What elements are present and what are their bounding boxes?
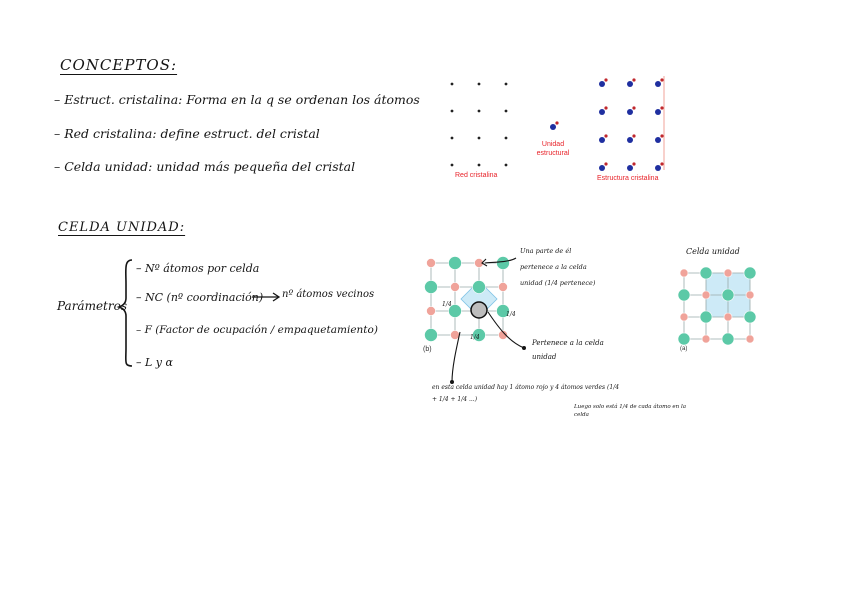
lattice-point (505, 83, 508, 86)
red-atom (660, 134, 663, 137)
celda-unidad-heading: CELDA UNIDAD: (58, 220, 186, 235)
param-factor-ocupacion: – F (Factor de ocupación / empaquetamiento) (136, 324, 378, 336)
lattice-point (505, 164, 508, 167)
red-atom (660, 78, 663, 81)
estructura-cristalina-atoms (592, 72, 672, 172)
green-atom (678, 333, 690, 345)
celda-unidad-figure-a (680, 267, 760, 342)
concept-estructura-cristalina: – Estruct. cristalina: Forma en la q se ordenan los átomos (54, 92, 420, 107)
red-atom (604, 162, 607, 165)
pink-atom (702, 335, 710, 343)
lattice-point (478, 83, 481, 86)
blue-atom (627, 81, 633, 87)
pink-atom (746, 291, 754, 299)
lattice-point (451, 83, 454, 86)
blue-atom (627, 165, 633, 171)
blue-atom (627, 137, 633, 143)
blue-atom (599, 81, 605, 87)
pink-atom (702, 291, 710, 299)
pink-atom (746, 335, 754, 343)
parametros-label: Parámetros (57, 299, 128, 313)
red-atom (632, 134, 635, 137)
red-atom (632, 106, 635, 109)
blue-atom (655, 81, 661, 87)
fraction-label-bottom: 1/4 (470, 334, 480, 341)
blue-atom (655, 109, 661, 115)
blue-atom (599, 165, 605, 171)
note-una-parte: Una parte de él pertenece a la celda unidad (1/4 pertenece) (520, 247, 596, 287)
nc-arrow (252, 292, 282, 302)
blue-atom (655, 137, 661, 143)
lattice-point (478, 164, 481, 167)
red-atom (660, 162, 663, 165)
unidad-estructural-label: Unidad estructural (536, 141, 570, 157)
green-atom (425, 329, 438, 342)
conceptos-heading: CONCEPTOS: (60, 56, 178, 74)
red-atom (604, 78, 607, 81)
green-atom (722, 333, 734, 345)
lattice-point (451, 137, 454, 140)
figure-b-caption: (b) (423, 346, 432, 353)
blue-atom (599, 109, 605, 115)
estructura-cristalina-label: Estructura cristalina (597, 175, 659, 182)
green-atom (678, 289, 690, 301)
red-cristalina-lattice (444, 75, 524, 175)
pink-atom (427, 259, 436, 268)
lattice-point (478, 137, 481, 140)
pink-atom (427, 307, 436, 316)
red-atom (632, 162, 635, 165)
fraction-label-left: 1/4 (442, 301, 452, 308)
blue-atom (599, 137, 605, 143)
red-atom (660, 106, 663, 109)
red-atom (632, 78, 635, 81)
green-atom (744, 311, 756, 323)
green-atom (744, 267, 756, 279)
green-atom (425, 281, 438, 294)
red-cristalina-label: Red cristalina (455, 172, 498, 179)
fraction-label-right: 1/4 (506, 311, 516, 318)
param-nc: – NC (nº coordinación) (136, 291, 264, 304)
celda-unidad-title: Celda unidad (686, 247, 740, 256)
pink-atom (680, 313, 688, 321)
param-l-alpha: – L y α (136, 356, 173, 369)
parametros-brace (118, 258, 138, 368)
green-atom (700, 311, 712, 323)
green-atom (722, 289, 734, 301)
lattice-point (505, 110, 508, 113)
param-atomos-por-celda: – Nº átomos por celda (136, 262, 260, 275)
red-atom (604, 106, 607, 109)
note-en-esta-celda: en esta celda unidad hay 1 átomo rojo y 4 átomos verdes (1/4 + 1/4 + 1/4 ...) (432, 384, 620, 403)
lattice-point (478, 110, 481, 113)
red-atom (604, 134, 607, 137)
lattice-point (505, 137, 508, 140)
figure-a-caption: (a) (680, 346, 688, 352)
pink-atom (724, 313, 732, 321)
lattice-point (451, 164, 454, 167)
pink-atom (724, 269, 732, 277)
lattice-point (451, 110, 454, 113)
blue-atom (655, 165, 661, 171)
pink-atom (680, 269, 688, 277)
blue-atom (627, 109, 633, 115)
nc-result: nº átomos vecinos (282, 289, 375, 300)
note-luego: Luego solo está 1/4 de cada átomo en la celda (574, 404, 686, 418)
concept-celda-unidad: – Celda unidad: unidad más pequeña del cristal (54, 159, 356, 174)
green-atom (700, 267, 712, 279)
concept-red-cristalina: – Red cristalina: define estruct. del cristal (54, 126, 320, 141)
note-pertenece: Pertenece a la celda unidad (532, 339, 604, 361)
unidad-estructural-atoms (542, 118, 562, 134)
